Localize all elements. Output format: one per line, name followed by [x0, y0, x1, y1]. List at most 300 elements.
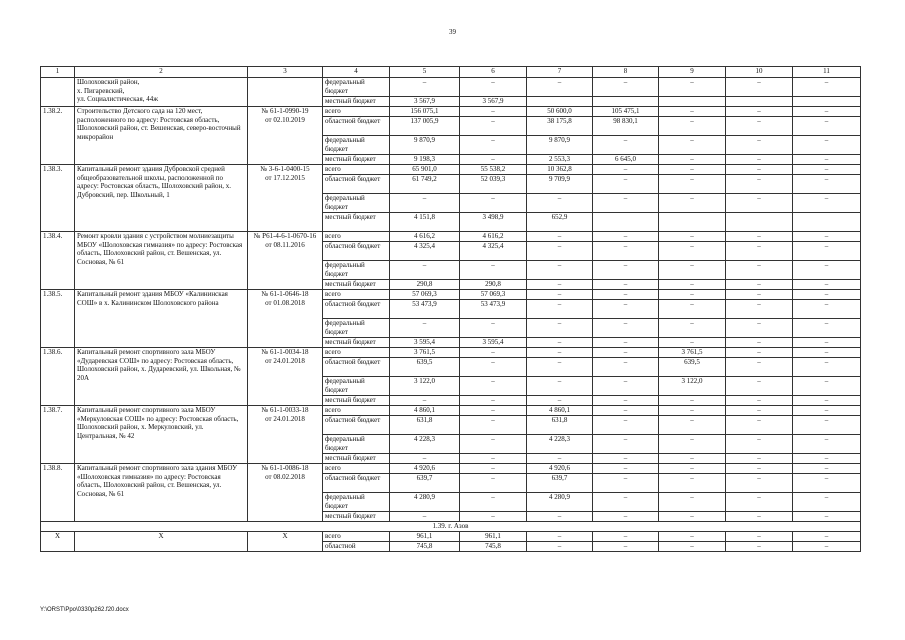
funding-source: всего [323, 232, 390, 242]
document-number: № 61-1-0034-18 от 24.01.2018 [248, 348, 323, 406]
amount-cell: – [593, 261, 659, 280]
amount-cell: – [793, 542, 861, 552]
amount-cell: – [460, 464, 527, 474]
amount-cell: – [593, 358, 659, 377]
funding-source: областной бюджет [323, 175, 390, 194]
amount-cell: – [527, 280, 593, 290]
funding-source: областной бюджет [323, 358, 390, 377]
amount-cell: – [793, 78, 861, 97]
column-header: 9 [659, 67, 726, 78]
funding-source: всего [323, 165, 390, 175]
amount-cell [659, 97, 726, 107]
amount-cell: – [793, 377, 861, 396]
funding-source: местный бюджет [323, 454, 390, 464]
object-description: Ремонт кровли здания с устройством молниезащиты МБОУ «Шолоховская гимназия» по адресу: Ростовская область, Шолоховский район, ст. Вешенская, ул. Сосновая, № 61 [75, 232, 248, 290]
amount-cell: – [793, 107, 861, 117]
amount-cell: – [726, 512, 793, 522]
amount-cell: – [593, 542, 659, 552]
funding-source: местный бюджет [323, 97, 390, 107]
amount-cell: – [593, 416, 659, 435]
amount-cell: 3 122,0 [659, 377, 726, 396]
amount-cell: – [726, 165, 793, 175]
amount-cell: – [527, 454, 593, 464]
funding-source: областной бюджет [323, 117, 390, 136]
amount-cell: – [593, 242, 659, 261]
footer-file-path: Y:\ORST\Ppo\0330p262.f20.docx [40, 607, 129, 613]
amount-cell: – [460, 474, 527, 493]
amount-cell: – [726, 242, 793, 261]
amount-cell: 745,8 [460, 542, 527, 552]
amount-cell: – [460, 377, 527, 396]
amount-cell: – [390, 194, 460, 213]
document-number: № 61-1-0990-19 от 02.10.2019 [248, 107, 323, 165]
amount-cell: – [793, 280, 861, 290]
column-header: 2 [75, 67, 248, 78]
amount-cell: – [593, 532, 659, 542]
amount-cell: – [659, 175, 726, 194]
amount-cell: – [390, 78, 460, 97]
amount-cell: – [659, 194, 726, 213]
amount-cell: – [726, 290, 793, 300]
amount-cell: – [726, 232, 793, 242]
amount-cell: 4 920,6 [390, 464, 460, 474]
amount-cell: 9 709,9 [527, 175, 593, 194]
amount-cell: – [793, 396, 861, 406]
amount-cell: 4 228,3 [390, 435, 460, 454]
amount-cell: – [593, 300, 659, 319]
amount-cell [793, 97, 861, 107]
row-number [41, 78, 75, 107]
amount-cell: 4 325,4 [460, 242, 527, 261]
amount-cell: – [460, 261, 527, 280]
amount-cell: – [460, 155, 527, 165]
column-header: 10 [726, 67, 793, 78]
amount-cell: – [659, 493, 726, 512]
amount-cell: 3 567,9 [390, 97, 460, 107]
object-description: Капитальный ремонт здания Дубровской средней общеобразовательной школы, расположенной по адресу: Ростовская область, Шолоховский район, х. Дубровский, пер. Школьный, 1 [75, 165, 248, 232]
amount-cell: – [593, 194, 659, 213]
funding-source: федеральный бюджет [323, 78, 390, 97]
amount-cell: 631,8 [390, 416, 460, 435]
amount-cell: 4 151,8 [390, 213, 460, 232]
amount-cell: – [793, 155, 861, 165]
column-header: 3 [248, 67, 323, 78]
amount-cell: – [659, 165, 726, 175]
funding-source: всего [323, 107, 390, 117]
amount-cell: – [593, 319, 659, 338]
amount-cell: – [793, 319, 861, 338]
amount-cell: – [527, 348, 593, 358]
amount-cell: – [659, 280, 726, 290]
amount-cell: – [659, 512, 726, 522]
column-header: 5 [390, 67, 460, 78]
amount-cell: – [793, 406, 861, 416]
amount-cell: – [726, 542, 793, 552]
amount-cell [593, 213, 659, 232]
amount-cell: – [726, 493, 793, 512]
amount-cell: – [793, 435, 861, 454]
amount-cell: – [793, 242, 861, 261]
amount-cell: – [659, 290, 726, 300]
amount-cell: 57 069,3 [460, 290, 527, 300]
amount-cell: – [793, 136, 861, 155]
amount-cell: – [659, 117, 726, 136]
amount-cell: 10 362,8 [527, 165, 593, 175]
funding-source: областной бюджет [323, 242, 390, 261]
amount-cell: – [793, 358, 861, 377]
amount-cell: – [793, 290, 861, 300]
object-description: Капитальный ремонт здания МБОУ «Калининская СОШ» в х. Калининском Шолоховского района [75, 290, 248, 348]
funding-source: местный бюджет [323, 338, 390, 348]
amount-cell: 961,1 [460, 532, 527, 542]
amount-cell: 57 069,3 [390, 290, 460, 300]
column-header: 6 [460, 67, 527, 78]
row-number: 1.38.5. [41, 290, 75, 348]
amount-cell: – [390, 396, 460, 406]
amount-cell: – [726, 261, 793, 280]
amount-cell: – [460, 117, 527, 136]
amount-cell: – [659, 338, 726, 348]
funding-source: всего [323, 464, 390, 474]
amount-cell: – [460, 319, 527, 338]
amount-cell: – [793, 300, 861, 319]
funding-source: областной бюджет [323, 300, 390, 319]
table-row [41, 464, 861, 474]
funding-source: областной бюджет [323, 416, 390, 435]
amount-cell: – [527, 377, 593, 396]
amount-cell: 52 039,3 [460, 175, 527, 194]
header-row [41, 67, 861, 78]
object-description: Капитальный ремонт спортивного зала здания МБОУ «Шолоховская гимназия» по адресу: Ростовская область, Шолоховский район, ст. Вешенская, ул. Сосновая, № 61 [75, 464, 248, 522]
funding-source: местный бюджет [323, 396, 390, 406]
table-row [41, 78, 861, 97]
amount-cell: – [726, 136, 793, 155]
amount-cell: 156 075,1 [390, 107, 460, 117]
amount-cell: – [726, 454, 793, 464]
amount-cell: 4 280,9 [390, 493, 460, 512]
amount-cell: – [527, 532, 593, 542]
amount-cell: 639,7 [390, 474, 460, 493]
amount-cell: 4 280,9 [527, 493, 593, 512]
amount-cell: 50 600,0 [527, 107, 593, 117]
amount-cell: 4 616,2 [390, 232, 460, 242]
column-header: 11 [793, 67, 861, 78]
amount-cell [726, 97, 793, 107]
row-number: 1.38.2. [41, 107, 75, 165]
amount-cell: – [659, 464, 726, 474]
row-number: 1.38.8. [41, 464, 75, 522]
amount-cell: – [527, 261, 593, 280]
amount-cell: 9 198,3 [390, 155, 460, 165]
amount-cell: 745,8 [390, 542, 460, 552]
funding-source: местный бюджет [323, 280, 390, 290]
amount-cell: – [390, 319, 460, 338]
amount-cell: – [460, 136, 527, 155]
amount-cell: – [460, 396, 527, 406]
amount-cell: – [460, 194, 527, 213]
budget-table [40, 66, 861, 552]
amount-cell: 4 325,4 [390, 242, 460, 261]
amount-cell: – [390, 512, 460, 522]
amount-cell: 639,5 [390, 358, 460, 377]
amount-cell: 4 920,6 [527, 464, 593, 474]
amount-cell: – [659, 300, 726, 319]
amount-cell: 4 860,1 [527, 406, 593, 416]
amount-cell: – [593, 280, 659, 290]
amount-cell: – [726, 338, 793, 348]
amount-cell: – [593, 396, 659, 406]
amount-cell: – [726, 107, 793, 117]
funding-source: всего [323, 532, 390, 542]
amount-cell: – [659, 232, 726, 242]
amount-cell: – [593, 348, 659, 358]
amount-cell: 38 175,8 [527, 117, 593, 136]
funding-source: всего [323, 406, 390, 416]
amount-cell: – [593, 290, 659, 300]
amount-cell: – [460, 435, 527, 454]
amount-cell: 961,1 [390, 532, 460, 542]
amount-cell: – [593, 165, 659, 175]
section-row [41, 522, 861, 532]
amount-cell: – [593, 232, 659, 242]
amount-cell: – [460, 406, 527, 416]
amount-cell: – [460, 454, 527, 464]
amount-cell: 65 901,0 [390, 165, 460, 175]
amount-cell: – [593, 136, 659, 155]
row-number: 1.38.4. [41, 232, 75, 290]
amount-cell: – [390, 454, 460, 464]
amount-cell: – [726, 416, 793, 435]
row-number: X [41, 532, 75, 552]
amount-cell: – [527, 242, 593, 261]
amount-cell: – [793, 261, 861, 280]
amount-cell: – [659, 107, 726, 117]
amount-cell: – [460, 493, 527, 512]
amount-cell: – [726, 155, 793, 165]
amount-cell: – [659, 242, 726, 261]
amount-cell: – [659, 396, 726, 406]
amount-cell: – [659, 542, 726, 552]
funding-source: федеральный бюджет [323, 194, 390, 213]
amount-cell: 631,8 [527, 416, 593, 435]
amount-cell: – [593, 454, 659, 464]
amount-cell: 137 005,9 [390, 117, 460, 136]
object-description: Строительство Детского сада на 120 мест, расположенного по адресу: Ростовская область, Шолоховский район, ст. Вешенская, северо-восточный микрорайон [75, 107, 248, 165]
document-number: X [248, 532, 323, 552]
amount-cell: 53 473,9 [460, 300, 527, 319]
amount-cell: – [593, 512, 659, 522]
amount-cell: – [460, 78, 527, 97]
amount-cell: – [527, 338, 593, 348]
document-number: № Р61-4-6-1-0670-16 от 08.11.2016 [248, 232, 323, 290]
document-number [248, 78, 323, 107]
amount-cell: – [793, 165, 861, 175]
table-row [41, 107, 861, 117]
amount-cell: – [726, 175, 793, 194]
amount-cell: 98 830,1 [593, 117, 659, 136]
document-number: № 3-6-1-0400-15 от 17.12.2015 [248, 165, 323, 232]
amount-cell: – [593, 435, 659, 454]
table-row [41, 165, 861, 175]
amount-cell: – [726, 194, 793, 213]
amount-cell: 3 761,5 [390, 348, 460, 358]
amount-cell: – [527, 542, 593, 552]
amount-cell: 3 595,4 [390, 338, 460, 348]
amount-cell: – [659, 532, 726, 542]
amount-cell: – [726, 280, 793, 290]
amount-cell [659, 213, 726, 232]
amount-cell: – [527, 396, 593, 406]
amount-cell: 6 645,0 [593, 155, 659, 165]
amount-cell: – [659, 435, 726, 454]
amount-cell: – [460, 512, 527, 522]
funding-source: областной [323, 542, 390, 552]
amount-cell: – [593, 78, 659, 97]
amount-cell: – [726, 117, 793, 136]
row-number: 1.38.3. [41, 165, 75, 232]
section-title: 1.39. г. Азов [41, 522, 861, 532]
amount-cell: 55 538,2 [460, 165, 527, 175]
amount-cell: – [793, 474, 861, 493]
amount-cell [726, 213, 793, 232]
amount-cell: 3 122,0 [390, 377, 460, 396]
column-header: 1 [41, 67, 75, 78]
object-description: X [75, 532, 248, 552]
amount-cell: 53 473,9 [390, 300, 460, 319]
amount-cell: – [593, 338, 659, 348]
amount-cell: – [593, 175, 659, 194]
amount-cell: 4 860,1 [390, 406, 460, 416]
amount-cell: – [726, 474, 793, 493]
table-row [41, 348, 861, 358]
amount-cell: – [659, 261, 726, 280]
amount-cell: – [659, 474, 726, 493]
amount-cell: – [527, 512, 593, 522]
table-body [41, 67, 861, 552]
amount-cell: – [726, 300, 793, 319]
document-number: № 61-1-0646-18 от 01.08.2018 [248, 290, 323, 348]
amount-cell [527, 97, 593, 107]
amount-cell: – [659, 406, 726, 416]
amount-cell: – [793, 348, 861, 358]
amount-cell: 2 553,3 [527, 155, 593, 165]
column-header: 8 [593, 67, 659, 78]
amount-cell: 639,7 [527, 474, 593, 493]
amount-cell [793, 213, 861, 232]
column-header: 4 [323, 67, 390, 78]
table-row [41, 232, 861, 242]
amount-cell: – [793, 532, 861, 542]
amount-cell: – [726, 377, 793, 396]
amount-cell: 3 498,9 [460, 213, 527, 232]
amount-cell: – [659, 78, 726, 97]
amount-cell: – [793, 175, 861, 194]
amount-cell: – [793, 493, 861, 512]
amount-cell: 290,8 [390, 280, 460, 290]
row-number: 1.38.7. [41, 406, 75, 464]
amount-cell: – [460, 348, 527, 358]
amount-cell: 4 616,2 [460, 232, 527, 242]
amount-cell: – [460, 107, 527, 117]
amount-cell: 639,5 [659, 358, 726, 377]
funding-source: федеральный бюджет [323, 261, 390, 280]
amount-cell: – [460, 416, 527, 435]
amount-cell: – [793, 194, 861, 213]
object-description: Капитальный ремонт спортивного зала МБОУ «Дударевская СОШ» по адресу: Ростовская область, Шолоховский район, х. Дударевский, ул. Школьная, № 20А [75, 348, 248, 406]
funding-source: федеральный бюджет [323, 435, 390, 454]
amount-cell: – [527, 194, 593, 213]
object-description: Шолоховский район, х. Пигаревский, ул. Социалистическая, 44ж [75, 78, 248, 107]
amount-cell: 9 870,9 [527, 136, 593, 155]
amount-cell: – [726, 319, 793, 338]
funding-source: федеральный бюджет [323, 377, 390, 396]
amount-cell: – [659, 136, 726, 155]
funding-source: всего [323, 290, 390, 300]
page-number: 39 [449, 28, 456, 36]
funding-source: федеральный бюджет [323, 319, 390, 338]
amount-cell: – [793, 338, 861, 348]
amount-cell: – [726, 532, 793, 542]
amount-cell: 61 749,2 [390, 175, 460, 194]
amount-cell: – [726, 406, 793, 416]
amount-cell: – [593, 406, 659, 416]
amount-cell: – [793, 416, 861, 435]
amount-cell: – [659, 319, 726, 338]
funding-source: федеральный бюджет [323, 493, 390, 512]
amount-cell: 4 228,3 [527, 435, 593, 454]
amount-cell: – [726, 464, 793, 474]
amount-cell: – [726, 358, 793, 377]
amount-cell: 105 475,1 [593, 107, 659, 117]
amount-cell: – [460, 358, 527, 377]
table-row [41, 406, 861, 416]
funding-source: местный бюджет [323, 155, 390, 165]
funding-source: местный бюджет [323, 213, 390, 232]
amount-cell: – [527, 232, 593, 242]
amount-cell: – [593, 377, 659, 396]
table-row [41, 532, 861, 542]
amount-cell: – [659, 155, 726, 165]
amount-cell: – [593, 474, 659, 493]
amount-cell: – [793, 117, 861, 136]
table-row [41, 290, 861, 300]
amount-cell: – [527, 319, 593, 338]
funding-source: федеральный бюджет [323, 136, 390, 155]
amount-cell: – [659, 416, 726, 435]
amount-cell: – [726, 435, 793, 454]
column-header: 7 [527, 67, 593, 78]
amount-cell: 3 567,9 [460, 97, 527, 107]
row-number: 1.38.6. [41, 348, 75, 406]
funding-source: областной бюджет [323, 474, 390, 493]
amount-cell: – [793, 464, 861, 474]
amount-cell: – [390, 261, 460, 280]
amount-cell: – [527, 78, 593, 97]
amount-cell: 652,9 [527, 213, 593, 232]
amount-cell: 3 761,5 [659, 348, 726, 358]
amount-cell: – [793, 454, 861, 464]
amount-cell: – [659, 454, 726, 464]
amount-cell: – [527, 290, 593, 300]
amount-cell: – [726, 348, 793, 358]
amount-cell: – [726, 78, 793, 97]
document-number: № 61-1-0033-18 от 24.01.2018 [248, 406, 323, 464]
amount-cell: 290,8 [460, 280, 527, 290]
amount-cell: 3 595,4 [460, 338, 527, 348]
document-number: № 61-1-0086-18 от 08.02.2018 [248, 464, 323, 522]
amount-cell: – [593, 493, 659, 512]
funding-source: всего [323, 348, 390, 358]
